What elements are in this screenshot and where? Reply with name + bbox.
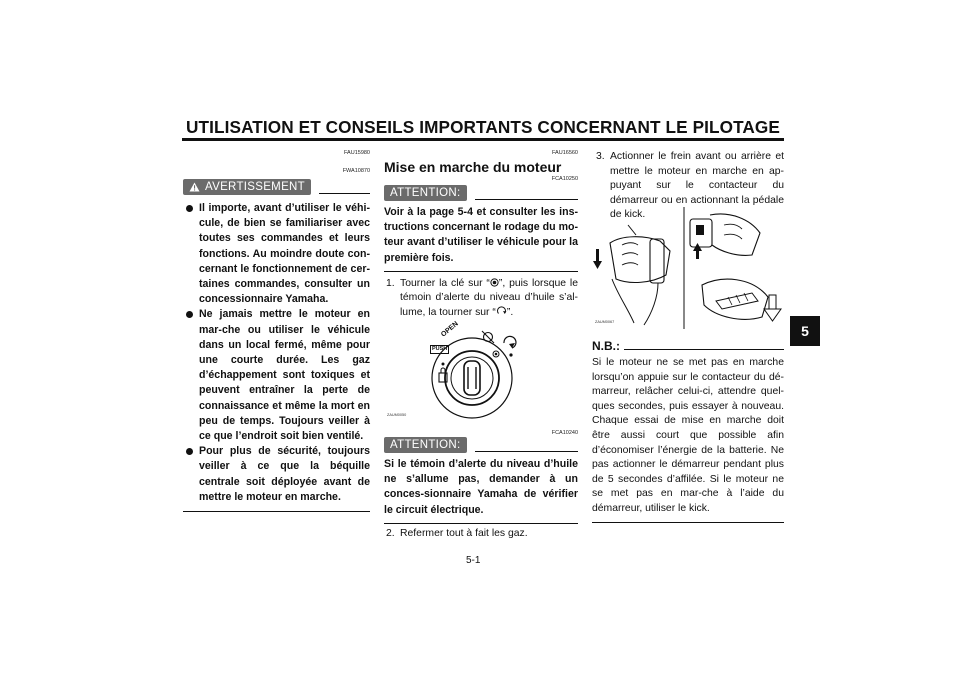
attention-text: Voir à la page 5-4 et consulter les ins-tructions concernant le rodage du mo-teur avant d’utiliser le véhicule pour la première fois. (384, 206, 578, 264)
ref-code: FWA10870 (342, 168, 370, 174)
section-end-rule (384, 523, 578, 524)
list-item: Il importe, avant d’utiliser le véhi-cule, de bien se familiariser avec toutes ses commandes et leurs fonctions. Au moindre doute con-cernant le fonctionnement de cer-taines commandes, consulter un concessionnaire Yamaha. (183, 201, 370, 307)
step-number: 2. (386, 527, 395, 539)
ref-code: FCA10240 (551, 430, 578, 436)
nb-block (592, 339, 784, 523)
warning-badge (183, 179, 311, 195)
section-end-rule (592, 522, 784, 523)
key-switch-figure (384, 307, 578, 425)
section-title: Mise en marche du moteur (384, 159, 562, 175)
bullet-icon (186, 311, 193, 318)
attention-rule (475, 451, 578, 452)
key-switch-illustration (384, 307, 578, 425)
figure-code: ZAUM0067 (595, 320, 615, 324)
attention-badge: ATTENTION: (384, 437, 467, 453)
step-number: 3. (596, 151, 605, 162)
starter-figure (592, 205, 784, 331)
section-end-rule (384, 271, 578, 272)
nb-rule (624, 349, 784, 350)
nb-header (592, 339, 784, 353)
column-warning (183, 150, 370, 512)
warning-list (183, 201, 370, 505)
warning-rule (319, 193, 370, 194)
bullet-icon (186, 448, 193, 455)
header-rule (182, 138, 784, 141)
step-text: Tourner la clé sur “ ”, puis lorsque le témoin d’alerte du niveau d’huile s’al-lume, la tourner sur “ ”. (400, 277, 578, 318)
attention-rule (475, 199, 578, 200)
column-starter (592, 150, 784, 514)
page-number: 5-1 (466, 555, 481, 566)
step-text: Actionner le frein avant ou arrière et mettre le moteur en marche en ap-puyant sur le contacteur du démarreur ou en actionnant la pédale de kick. (610, 151, 784, 221)
on-key-icon (490, 278, 499, 287)
attention-text: Si le témoin d’alerte du niveau d’huile ne s’allume pas, demander à un conces-sionnaire Yamaha de vérifier le circuit électrique. (384, 458, 578, 516)
warning-triangle-icon (189, 182, 200, 192)
bullet-icon (186, 205, 193, 212)
attention-block-2 (384, 430, 578, 541)
figure-code: ZAUM0050 (387, 413, 407, 417)
page-header-title: UTILISATION ET CONSEILS IMPORTANTS CONCERNANT LE PILOTAGE (186, 117, 780, 137)
ref-code: FAU16560 (552, 150, 578, 156)
attention-header (384, 437, 578, 453)
open-label: OPEN (440, 320, 460, 339)
list-item: Pour plus de sécurité, toujours veiller à ce que la béquille centrale soit déployée avant de mettre le moteur en marche. (183, 444, 370, 505)
list-item: Ne jamais mettre le moteur en mar-che ou utiliser le véhicule dans un local fermé, même pour une courte durée. Les gaz d’échappement sont toxiques et peuvent entraîner la perte de connaissance et même la mort en peu de temps. Toujours veiller à ce que l’endroit soit bien ventilé. (183, 307, 370, 444)
step-text: Refermer tout à fait les gaz. (400, 527, 528, 539)
nb-label: N.B.: (592, 339, 620, 353)
attention-header (384, 185, 578, 201)
step-2 (384, 527, 578, 542)
nb-text: Si le moteur ne se met pas en marche lorsqu’on appuie sur le contacteur du dé-marreur, relâcher celui-ci, attendre quel-ques secondes, puis essayer à nouveau. Chaque essai de mise en marche doit être aussi court que possible afin d’économiser l’énergie de la batterie. Ne pas actionner le démarreur pendant plus de 5 secondes d’affilée. Si le moteur ne se met pas en mar-che à l’aide du démarreur, utiliser le kick. (592, 357, 784, 514)
step-number: 1. (386, 277, 395, 289)
attention-badge: ATTENTION: (384, 185, 467, 201)
warning-header (183, 179, 370, 195)
warning-label: AVERTISSEMENT (205, 181, 305, 193)
ref-code: FCA10250 (551, 176, 578, 182)
section-end-rule (183, 511, 370, 512)
starter-illustration (592, 205, 784, 331)
chapter-tab: 5 (790, 316, 820, 346)
column-start-engine (384, 150, 578, 539)
push-label: PUSH (432, 346, 448, 352)
ref-code: FAU15980 (344, 150, 370, 156)
